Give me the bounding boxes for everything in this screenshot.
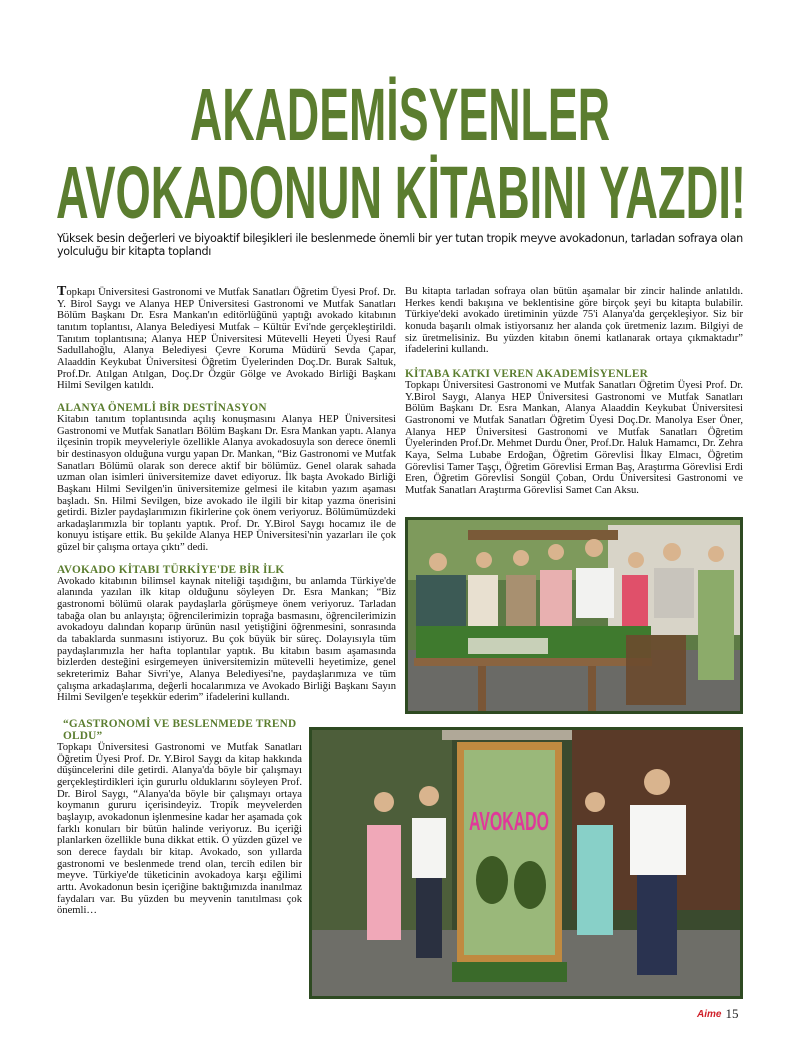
headline-line-2-text: AVOKADONUN KİTABINI YAZDI!	[56, 152, 746, 228]
group-photo-table	[405, 517, 743, 714]
subtitle: Yüksek besin değerleri ve biyoaktif bileşikleri ile beslenmede önemli bir yer tutan tropik meyve avokadonun, tarladan sofraya olan yolculuğu bir kitapta toplandı	[57, 232, 743, 258]
page-number: 15	[725, 1006, 739, 1021]
headline-line-2	[0, 152, 800, 228]
right-column	[405, 286, 743, 497]
section-text: Kitabın tanıtım toplantısında açılış konuşmasını Alanya HEP Üniversitesi Gastronomi ve Mutfak Sanatları Bölüm Başkanı Dr. Esra Mankan yaptı. Alanya ilçesinin tropik meyveleriyle özellikle Alanya avokadosuyla son derece önemli bir destinasyon olduğuna vurgu yapan Dr. Mankan, “Biz Gastronomi ve Mutfak Sanatları Bölümü olarak son derece aktif bir bölümüz. Genel olarak sahada uzman olan isimleri üniversitemize davet ediyoruz. İlk başta Avokado Birliği Başkanı Hilmi Sevilgen'in üniversitemize gelmesi ile kitabın yazım aşaması başladı. Sn. Hilmi Sevilgen, bize avokado ile ilgili bir kitap yazma önerisini getirdi. Bizler paydaşlarımızın fikirlerine çok önem veriyoruz. Bölümümüzdeki arkadaşlarımızla bir toplantı yaptık. Prof. Dr. Y.Birol Saygı hocamız ile de konuyu istişare ettik. Bu şekilde Alanya HEP Üniversitesi'nin yazarları ile çok güzel bir çalışma ortaya çıktı” dedi.	[57, 413, 396, 554]
section-text: Topkapı Üniversitesi Gastronomi ve Mutfak Sanatları Öğretim Üyesi Prof. Dr. Y.Birol Saygı da kitap hakkında düşüncelerini dile getirdi. Alanya'da böyle bir çalışmayı gerçekleştirdikleri için gururlu olduklarını söyleyen Prof. Dr. Birol Saygı, “Alanya'da böyle bir çalışmayı ortaya koymanın gururu içerisindeyiz. Tropik meyvelerden başlayıp, avokadonun işlenmesine kadar her aşamada çok farklı konuları bir bütün halinde veriyoruz. Bu içeriği planlarken özellikle buna dikkat ettik. O yüzden güzel ve son derece faydalı bir kitap. Avokado, son yıllarda gastronomi ve beslenmede trend olan, tercih edilen bir meyve. Türkiye'de tüketicinin avokadoya karşı eğilimi arttı. Avokadonun besin içeriğine baktığımızda inanılmaz faydaları var. Bu yüzden bu meyvenin tanıtılması çok önemli…	[57, 742, 302, 917]
dropcap: T	[57, 284, 67, 299]
intro-text: opkapı Üniversitesi Gastronomi ve Mutfak Sanatları Öğretim Üyesi Prof. Dr. Y. Birol Saygı ve Alanya HEP Üniversitesi Gastronomi ve Mutfak Sanatları Bölüm Başkanı Dr. Esra Mankan'ın editörlüğünü yaptığı avokado kitabının tanıtım toplantısı, Alanya Belediyesi Mutfak – Kültür Evi'nde gerçekleştirildi. Tanıtım toplantısına; Alanya HEP Üniversitesi Mütevelli Heyeti Üyesi Rauf Sadullahoğlu, Alanya Belediyesi Çevre Koruma Müdürü Sevda Çapar, Alaaddin Keykubat Üniversitesi Öğretim Üyelerinden Doç.Dr. Burak Saltuk, Prof.Dr. Atılgan Atılgan, Doç.Dr Özgür Gölge ve Avokado Birliği Başkanı Hilmi Sevilgen katıldı.	[57, 287, 396, 392]
magazine-logo: Aime	[697, 1008, 722, 1020]
section-heading: “GASTRONOMİ VE BESLENMEDE TREND OLDU”	[63, 718, 297, 742]
section-heading: AVOKADO KİTABI TÜRKİYE'DE BİR İLK	[57, 563, 285, 576]
section-heading: KİTABA KATKI VEREN AKADEMİSYENLER	[405, 367, 648, 380]
section-heading: ALANYA ÖNEMLİ BİR DESTİNASYON	[57, 401, 267, 414]
continuation-text: Bu kitapta tarladan sofraya olan bütün aşamalar bir zincir halinde anlatıldı. Herkes kendi bakışına ve beklentisine göre birçok şeyi bu kitapta bulabilir. Türkiye'deki avokado üretiminin yüzde 75'i Alanya'da gerçekleşiyor. Siz bir konuda başarılı olmak istiyorsanız her alanda çok üretmeniz lazım. Bilgiyi de siz üretmelisiniz. Bu yüzden kitabın önemi katlanarak ortaya çıkmaktadır” ifadelerini kullandı.	[405, 286, 743, 356]
headline-line-1	[0, 74, 800, 150]
page-footer	[697, 1006, 738, 1022]
contributors-text: Topkapı Üniversitesi Gastronomi ve Mutfak Sanatları Öğretim Üyesi Prof. Dr. Y.Birol Saygı, Alanya HEP Üniversitesi Gastronomi ve Mutfak Sanatları Bölüm Başkanı Dr. Esra Mankan, Alanya Alaaddin Keykubat Üniversitesi Gastronomi ve Mutfak Sanatları Öğretim Üyesi Doç.Dr. Manolya Eser Öner, Alanya HEP Üniversitesi Gastronomi ve Mutfak Sanatları Öğretim Üyelerinden Prof.Dr. Mehmet Durdu Öner, Prof.Dr. Haluk Hamamcı, Dr. Zehra Kaya, Selma Lubabe Erdoğan, Öğretim Görevlisi İlkay Elmacı, Öğretim Görevlisi Tamer Taşçı, Öğretim Görevlisi Erman Baş, Araştırma Görevlisi Erdi Eren, Öğretim Görevlisi Songül Çoban, Ordu Üniversitesi Gastronomi ve Mutfak Sanatları Araştırma Görevlisi Samet Can Aksu.	[405, 379, 743, 496]
section-text: Avokado kitabının bilimsel kaynak niteliği taşıdığını, bu anlamda Türkiye'de alanında yazılan ilk kitap olduğunu söyleyen Dr. Esra Mankan; “Biz gastronomi bölümü olarak paydaşlarla görüşmeye önem veriyoruz. Tarladan tabağa olan bu anlayışta; öğrencilerimizin toprağa basmasını, öğrencilerimizin avokadoyu dalından koparıp ürünün nasıl yetiştiğini öğrenmesini, sonrasında da tabaklarda sunmasını istiyoruz. Bu çok büyük bir süreç. Dolayısıyla tüm paydaşlarımızla her hafta toplantılar yaptık. Bu kitabın basım aşamasında bizlerden desteğini esirgemeyen üniversitemizin mütevelli heyetimize, genel sekreterimiz Bahar Sivri'ye, Alanya Belediyesi'ne, paydaşlarımıza ve tüm çalışma arkadaşlarıma, değerli hocalarımıza ve Avokado Birliği Başkanı Sayın Hilmi Sevilgen'e teşekkür ederim” ifadelerini kullandı.	[57, 575, 396, 704]
poster-title: AVOKADO	[469, 806, 549, 836]
intro-paragraph	[57, 286, 396, 392]
headline-line-1-text: AKADEMİSYENLER	[190, 74, 610, 150]
group-photo-poster	[309, 727, 743, 999]
